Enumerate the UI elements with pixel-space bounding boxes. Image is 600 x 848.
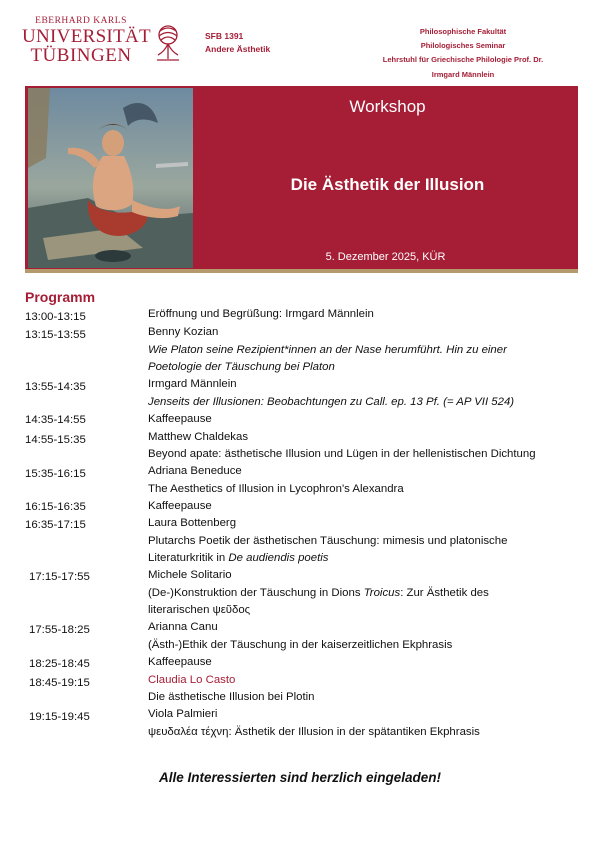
talk-title-italic: De audiendis poetis xyxy=(228,552,329,564)
time-slot: 14:35-14:55 xyxy=(25,414,86,426)
talk-title: Wie Platon seine Rezipient*innen an der Nase herumführt. Hin zu einer xyxy=(148,344,507,356)
uni-logo-top: EBERHARD KARLS xyxy=(35,16,127,26)
talk-title-part: Literaturkritik in xyxy=(148,552,229,564)
uni-logo-bottom: TÜBINGEN xyxy=(30,45,132,66)
talk-title: literarischen ψεῦδος xyxy=(148,604,251,616)
talk-title-part: (De-)Konstruktion der Täuschung in Dions xyxy=(148,587,364,599)
speaker-name: Viola Palmieri xyxy=(148,708,218,720)
sfb-number: SFB 1391 xyxy=(205,31,244,41)
talk-title: The Aesthetics of Illusion in Lycophron's Alexandra xyxy=(148,483,404,495)
inst-line: Irmgard Männlein xyxy=(431,69,495,79)
speaker-name: Claudia Lo Casto xyxy=(148,674,236,686)
speaker-name: Benny Kozian xyxy=(148,326,219,338)
time-slot: 17:55-18:25 xyxy=(29,624,90,636)
university-logo xyxy=(22,16,151,66)
time-slot: 16:15-16:35 xyxy=(25,501,86,513)
program-heading: Programm xyxy=(25,289,96,305)
talk-title xyxy=(148,552,328,564)
break-entry: Kaffeepause xyxy=(148,500,212,512)
talk-title: Poetologie der Täuschung bei Platon xyxy=(148,361,335,373)
speaker-name: Adriana Beneduce xyxy=(148,465,242,477)
time-slot: 13:00-13:15 xyxy=(25,311,86,323)
speaker-name: Michele Solitario xyxy=(148,569,232,581)
time-slot: 13:15-13:55 xyxy=(25,329,86,341)
talk-title: Beyond apate: ästhetische Illusion und Lügen in der hellenistischen Dichtung xyxy=(148,448,536,460)
talk-title xyxy=(148,587,489,599)
workshop-label: Workshop xyxy=(349,97,426,116)
time-slot: 16:35-17:15 xyxy=(25,519,86,531)
time-slot: 13:55-14:35 xyxy=(25,381,86,393)
break-entry: Kaffeepause xyxy=(148,413,212,425)
time-slot: 15:35-16:15 xyxy=(25,468,86,480)
inst-line: Lehrstuhl für Griechische Philologie Prof. Dr. xyxy=(382,55,544,65)
speaker-name: Matthew Chaldekas xyxy=(148,431,249,443)
program-entry: Eröffnung und Begrüßung: Irmgard Männlein xyxy=(148,308,374,320)
talk-title-italic: Troicus xyxy=(363,587,401,599)
time-slot: 18:25-18:45 xyxy=(29,658,90,670)
speaker-name: Irmgard Männlein xyxy=(148,378,237,390)
talk-title: Plutarchs Poetik der ästhetischen Täuschung: mimesis und platonische xyxy=(148,535,508,547)
workshop-title: Die Ästhetik der Illusion xyxy=(290,175,485,194)
talk-title: Jenseits der Illusionen: Beobachtungen zu Call. ep. 13 Pf. (= AP VII 524) xyxy=(148,396,515,408)
time-slot: 19:15-19:45 xyxy=(29,711,90,723)
time-slot: 14:55-15:35 xyxy=(25,434,86,446)
sfb-label xyxy=(205,30,270,56)
time-slot: 18:45-19:15 xyxy=(29,677,90,689)
time-slot: 17:15-17:55 xyxy=(29,571,90,583)
speaker-name: Arianna Canu xyxy=(148,621,218,633)
inst-line: Philosophische Fakultät xyxy=(419,27,507,36)
banner-gold-rule xyxy=(25,269,578,273)
sfb-name: Andere Ästhetik xyxy=(205,44,271,54)
fresco-painting xyxy=(28,88,193,268)
palm-tree-icon xyxy=(154,24,182,62)
speaker-name: Laura Bottenberg xyxy=(148,517,237,529)
talk-title: Die ästhetische Illusion bei Plotin xyxy=(148,691,315,703)
talk-title-part: : Zur Ästhetik des xyxy=(400,587,489,599)
inst-line: Philologisches Seminar xyxy=(420,41,506,51)
talk-title: (Ästh-)Ethik der Täuschung in der kaiserzeitlichen Ekphrasis xyxy=(148,639,453,651)
workshop-date: 5. Dezember 2025, KÜR xyxy=(325,251,446,263)
invitation-text: Alle Interessierten sind herzlich eingeladen! xyxy=(158,770,442,785)
uni-logo-middle: UNIVERSITÄT xyxy=(22,26,151,47)
institution-block xyxy=(353,25,573,82)
talk-title: ψευδαλέα τέχνη: Ästhetik der Illusion in der spätantiken Ekphrasis xyxy=(148,726,480,738)
break-entry: Kaffeepause xyxy=(148,656,212,668)
